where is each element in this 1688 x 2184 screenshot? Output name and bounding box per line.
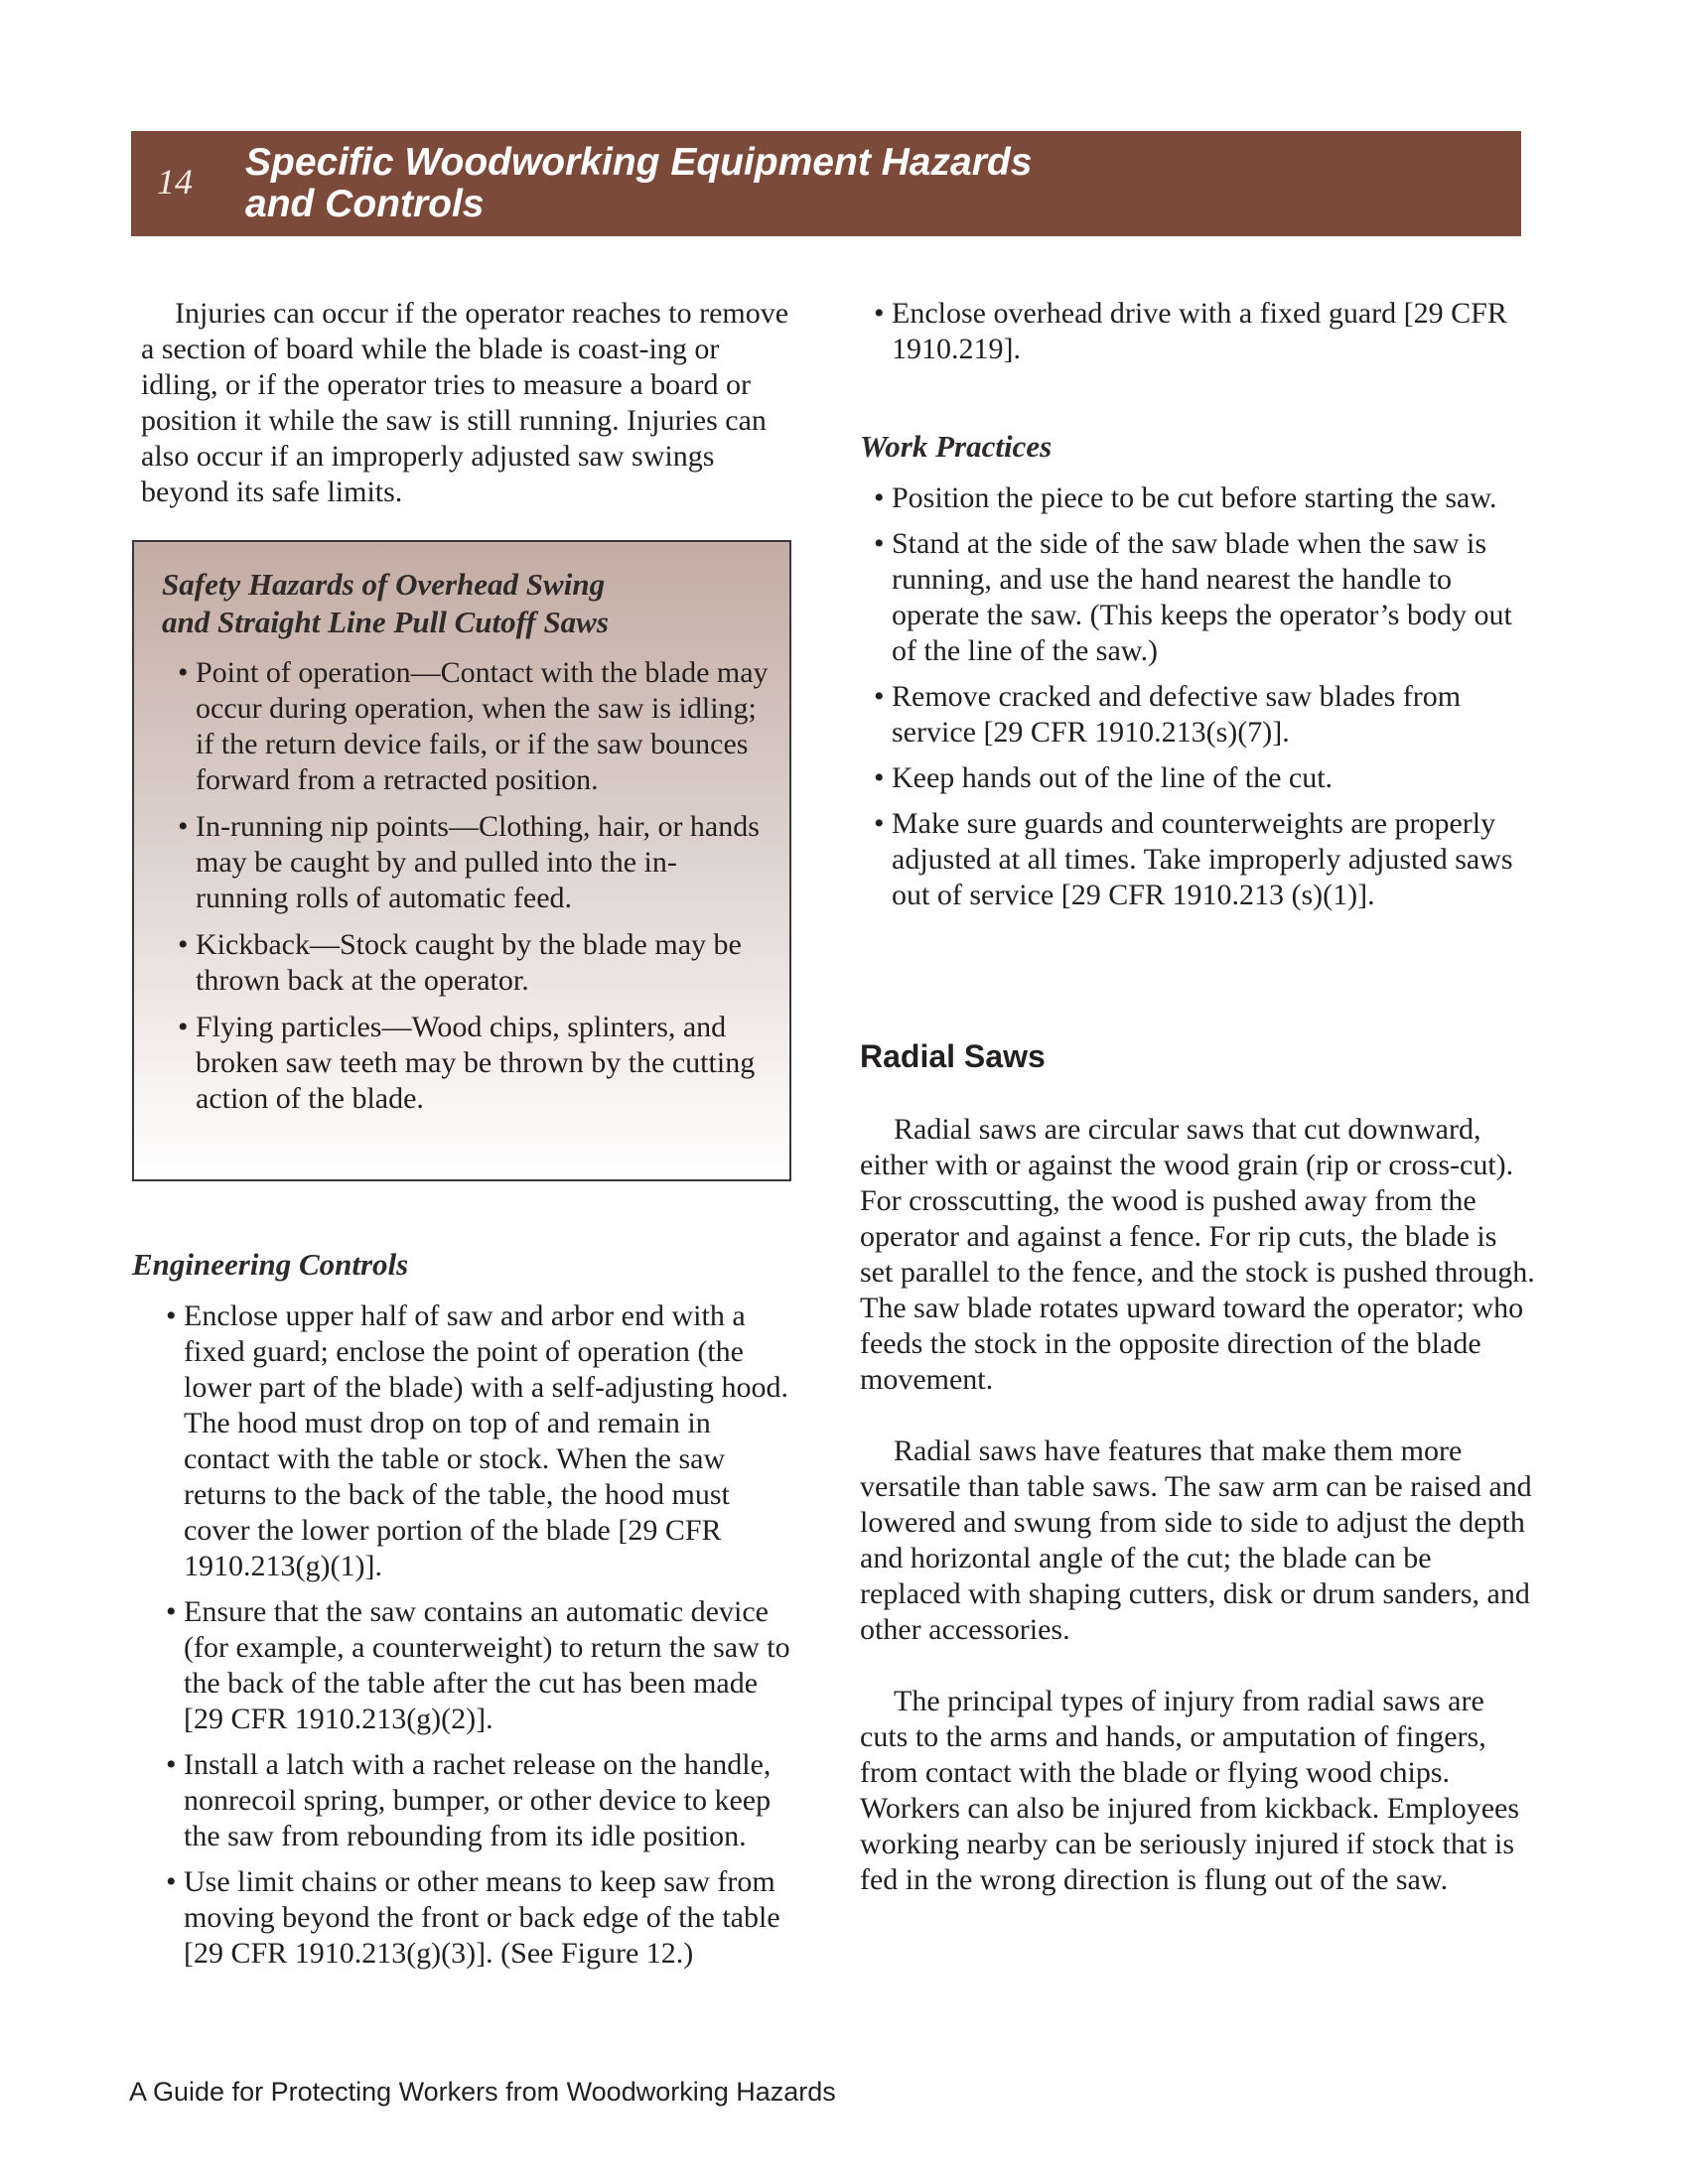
radial-paragraph: The principal types of injury from radial saws are cuts to the arms and hands, or amputation of fingers, from contact with the blade or flying wood chips. Workers can also be injured from kickback. Employees working nearby can be seriously injured if stock that is fed in the wrong direction is flung out of the saw. [860, 1685, 1520, 1896]
engineering-item [152, 1747, 797, 1854]
hazard-item [176, 927, 772, 999]
radial-paragraph: Radial saws are circular saws that cut downward, either with or against the wood grain (rip or cross-cut). For crosscutting, the wood is pushed away from the operator and against a fence. For rip cuts, the blade is set parallel to the fence, and the stock is pushed through. The saw blade rotates upward toward the operator; who feeds the stock in the opposite direction of the blade movement. [860, 1113, 1535, 1396]
work-practices-heading: Work Practices [860, 429, 1053, 464]
overhead-drive-list [860, 296, 1535, 367]
bullet-icon: • [178, 928, 189, 961]
work-practice-text: Make sure guards and counterweights are properly adjusted at all times. Take improperly adjusted saws out of service [29 CFR 1910.213 (s)(1)]. [892, 807, 1513, 911]
radial-saws-heading: Radial Saws [860, 1038, 1046, 1074]
hazards-list [176, 655, 772, 1128]
engineering-item-text: Use limit chains or other means to keep saw from moving beyond the front or back edge of the table [29 CFR 1910.213(g)(3)]. (See Figure 12.) [184, 1865, 780, 1970]
hazard-item-text: Kickback—Stock caught by the blade may be thrown back at the operator. [196, 928, 742, 997]
radial-saws-section [860, 1112, 1535, 1898]
bullet-icon: • [874, 761, 885, 794]
bullet-icon: • [874, 297, 885, 330]
engineering-item [860, 296, 1535, 367]
hazard-item [176, 809, 772, 916]
engineering-controls-list [132, 1298, 797, 1972]
work-practice-text: Keep hands out of the line of the cut. [892, 761, 1334, 794]
work-practices-section [860, 429, 1535, 923]
hazard-item [176, 655, 772, 798]
work-practice-item [860, 760, 1535, 796]
bullet-icon: • [178, 656, 189, 689]
section-title-line-2: and Controls [245, 183, 485, 225]
bullet-icon: • [178, 810, 189, 843]
bullet-icon: • [166, 1595, 177, 1628]
bullet-icon: • [178, 1011, 189, 1043]
engineering-controls-heading: Engineering Controls [132, 1247, 409, 1282]
bullet-icon: • [166, 1299, 177, 1332]
section-title [245, 142, 1032, 225]
intro-block [141, 296, 796, 510]
hazards-box-title [162, 566, 777, 641]
bullet-icon: • [874, 481, 885, 514]
page-number: 14 [157, 162, 193, 202]
engineering-item [152, 1864, 797, 1972]
hazards-box-title-line-1: Safety Hazards of Overhead Swing [162, 567, 606, 602]
bullet-icon: • [166, 1748, 177, 1781]
engineering-controls-section [132, 1247, 797, 1981]
engineering-item [152, 1594, 797, 1737]
hazard-item [176, 1010, 772, 1117]
engineering-item-text: Enclose overhead drive with a fixed guard [29 CFR 1910.219]. [892, 297, 1507, 365]
overhead-drive-block [860, 296, 1535, 377]
work-practice-item [860, 526, 1535, 669]
work-practice-text: Stand at the side of the saw blade when the saw is running, and use the hand nearest the handle to operate the saw. (This keeps the operator’s body out of the line of the saw.) [892, 527, 1512, 667]
work-practice-item [860, 679, 1535, 751]
hazards-box [132, 540, 791, 1181]
bullet-icon: • [874, 680, 885, 713]
work-practice-text: Position the piece to be cut before starting the saw. [892, 481, 1497, 514]
bullet-icon: • [874, 807, 885, 840]
work-practice-item [860, 480, 1535, 516]
hazards-box-title-line-2: and Straight Line Pull Cutoff Saws [162, 605, 609, 639]
work-practices-list [860, 480, 1535, 913]
work-practice-text: Remove cracked and defective saw blades from service [29 CFR 1910.213(s)(7)]. [892, 680, 1462, 749]
engineering-item-text: Install a latch with a rachet release on the handle, nonrecoil spring, bumper, or other device to keep the saw from rebounding from its idle position. [184, 1748, 772, 1852]
bullet-icon: • [166, 1865, 177, 1898]
section-header [131, 131, 1521, 236]
radial-paragraph: Radial saws have features that make them more versatile than table saws. The saw arm can be raised and lowered and swung from side to side to adjust the depth and horizontal angle of the cut; the blade can be replaced with shaping cutters, disk or drum sanders, and other accessories. [860, 1434, 1532, 1646]
work-practice-item [860, 806, 1535, 913]
hazard-item-text: Flying particles—Wood chips, splinters, and broken saw teeth may be thrown by the cutting action of the blade. [196, 1011, 756, 1115]
engineering-item [152, 1298, 797, 1584]
section-title-line-1: Specific Woodworking Equipment Hazards [245, 141, 1033, 184]
hazard-item-text: Point of operation—Contact with the blade may occur during operation, when the saw is idling; if the return device fails, or if the saw bounces forward from a retracted position. [196, 656, 769, 796]
intro-paragraph: Injuries can occur if the operator reaches to remove a section of board while the blade is coast-ing or idling, or if the operator tries to measure a board or position it while the saw is still running. Injuries can also occur if an improperly adjusted saw swings beyond its safe limits. [141, 297, 789, 508]
bullet-icon: • [874, 527, 885, 560]
engineering-item-text: Ensure that the saw contains an automatic device (for example, a counterweight) to return the saw to the back of the table after the cut has been made [29 CFR 1910.213(g)(2)]. [184, 1595, 790, 1735]
hazard-item-text: In-running nip points—Clothing, hair, or hands may be caught by and pulled into the in- running rolls of automatic feed. [196, 810, 760, 914]
engineering-item-text: Enclose upper half of saw and arbor end with a fixed guard; enclose the point of operation (the lower part of the blade) with a self-adjusting hood. The hood must drop on top of and remain in contact with the table or stock. When the saw returns to the back of the table, the hood must cover the lower portion of the blade [29 CFR 1910.213(g)(1)]. [184, 1299, 788, 1582]
page-footer: A Guide for Protecting Workers from Woodworking Hazards [129, 2077, 836, 2107]
